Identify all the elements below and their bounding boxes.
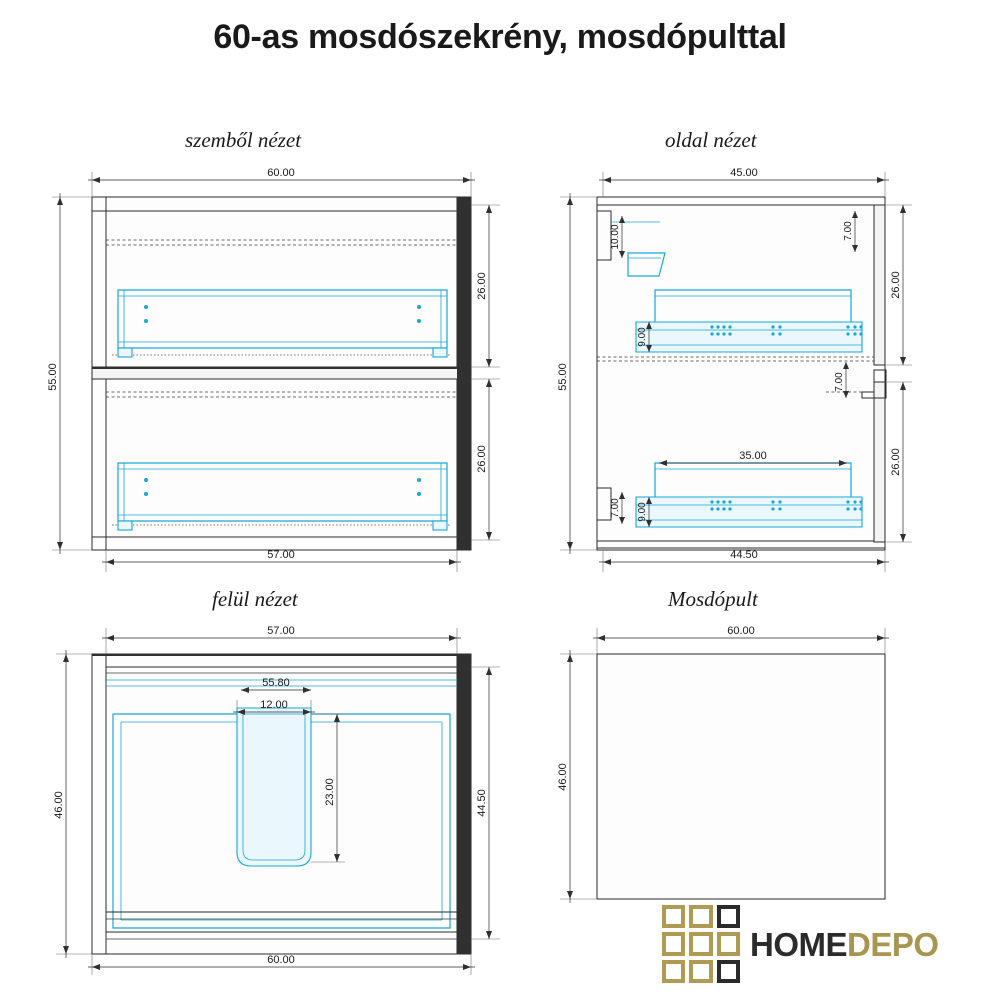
dim-top-cutout-depth: 23.00 <box>324 778 336 806</box>
dim-side-gap-top-right: 7.00 <box>843 221 854 241</box>
dim-top-cutout-width: 12.00 <box>260 699 288 711</box>
dim-side-drawer-inner: 35.00 <box>739 450 767 462</box>
logo-text-secondary: DEPO <box>847 925 939 963</box>
dim-side-gap-mid-right: 7.00 <box>834 372 845 392</box>
logo-text-primary: HOME <box>750 925 847 963</box>
dim-front-width-top: 60.00 <box>267 167 295 179</box>
dim-side-depth-top: 45.00 <box>730 167 758 179</box>
dim-top-inner-width: 55.80 <box>262 677 290 689</box>
view-label-top: felül nézet <box>212 587 298 611</box>
logo-cell <box>662 932 685 955</box>
dim-front-width-bottom: 57.00 <box>267 549 295 561</box>
dim-side-gap-lower-left: 7.00 <box>610 498 621 518</box>
dim-front-drawer-lower: 26.00 <box>476 445 488 473</box>
dim-top-width-bottom: 60.00 <box>267 954 295 966</box>
logo-cell <box>689 932 712 955</box>
dim-front-drawer-upper: 26.00 <box>476 272 488 300</box>
view-label-counter: Mosdópult <box>668 587 758 611</box>
logo-grid-icon <box>662 905 740 983</box>
logo-cell <box>717 960 740 983</box>
dim-side-box-lower: 26.00 <box>890 448 902 476</box>
dim-counter-width: 60.00 <box>727 625 755 637</box>
dim-top-depth-right: 44.50 <box>476 789 488 817</box>
logo-cell <box>717 905 740 928</box>
logo-cell <box>689 905 712 928</box>
logo-cell <box>662 905 685 928</box>
dim-side-overhang: 10.00 <box>610 224 621 250</box>
view-label-side: oldal nézet <box>665 128 757 152</box>
brand-logo <box>662 905 939 983</box>
logo-cell <box>717 932 740 955</box>
dim-side-slide-upper: 9.00 <box>637 327 648 347</box>
dim-side-depth-bottom: 44.50 <box>730 549 758 561</box>
logo-cell <box>689 960 712 983</box>
view-label-front: szemből nézet <box>185 128 302 152</box>
dim-top-width-top: 57.00 <box>267 625 295 637</box>
dim-side-box-upper: 26.00 <box>890 271 902 299</box>
dim-side-slide-lower: 9.00 <box>637 502 648 522</box>
logo-wordmark <box>750 925 939 963</box>
dim-side-height-total: 55.00 <box>557 363 569 391</box>
logo-cell <box>662 960 685 983</box>
dim-counter-depth: 46.00 <box>557 763 569 791</box>
page-title: 60-as mosdószekrény, mosdópulttal <box>213 18 787 56</box>
dim-top-depth-left: 46.00 <box>53 791 65 819</box>
dim-front-height-total: 55.00 <box>47 363 59 391</box>
